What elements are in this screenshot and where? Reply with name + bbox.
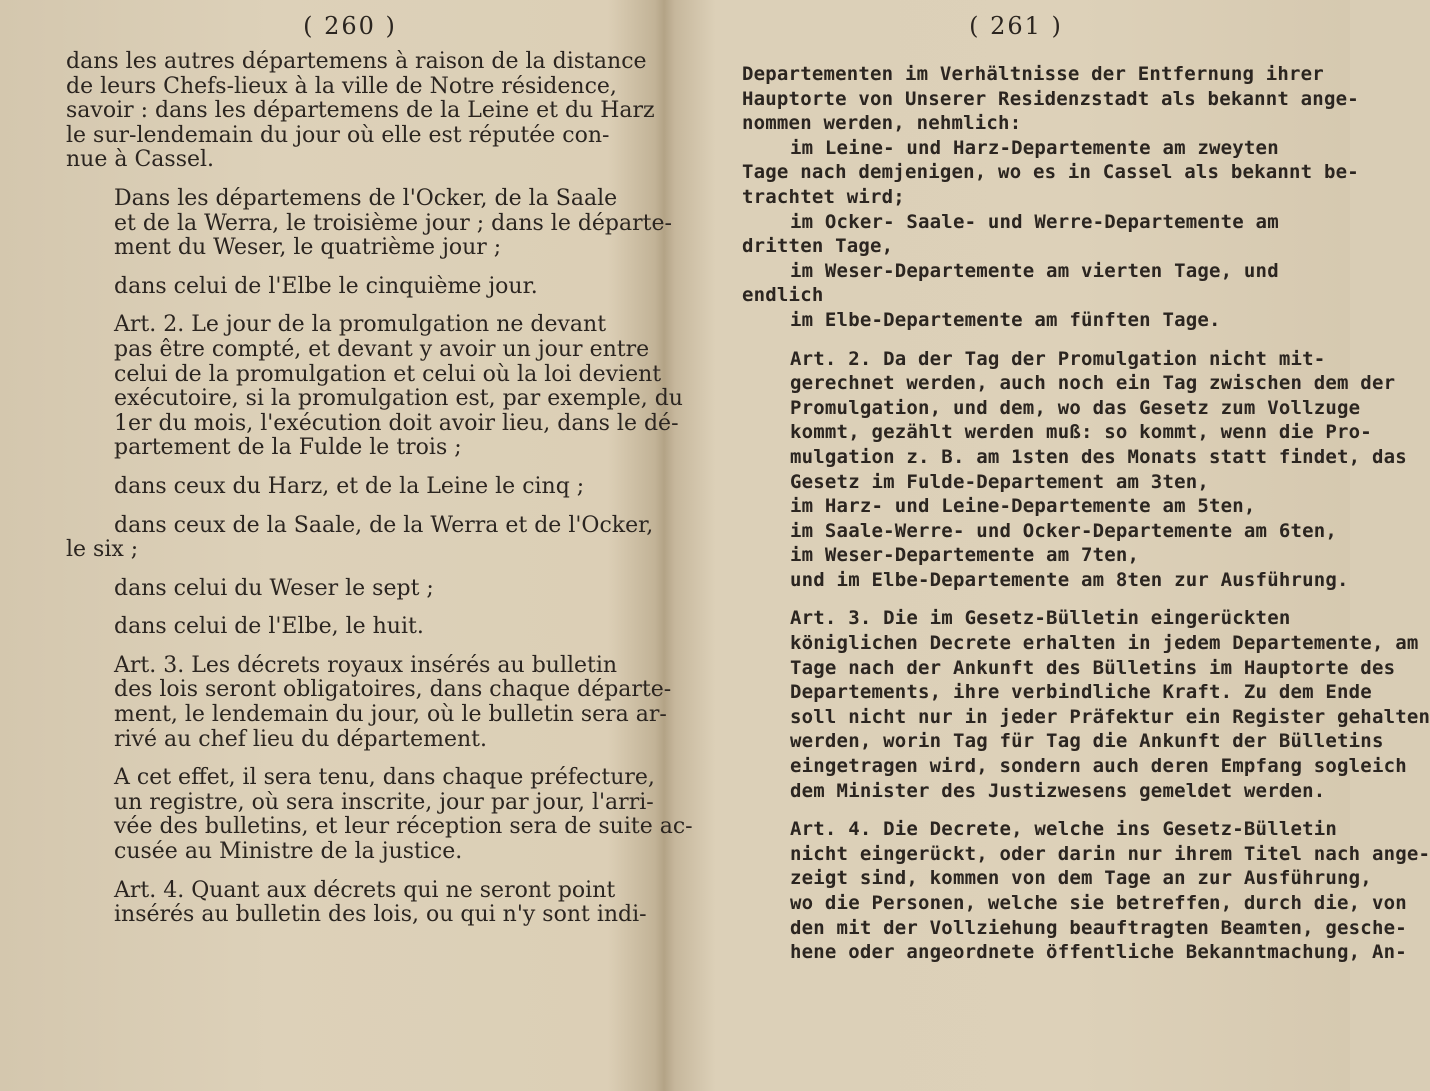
text-line: le sur-lendemain du jour où elle est réputée con- xyxy=(66,122,610,148)
text-line: im Harz- und Leine-Departemente am 5ten, xyxy=(790,495,1256,518)
text-line: le six ; xyxy=(66,537,139,563)
text-line: zeigt sind, kommen von dem Tage an zur Ausführung, xyxy=(790,867,1372,890)
paragraph xyxy=(66,512,654,563)
right-page xyxy=(662,0,1430,1091)
text-line: dans celui du Weser le sept ; xyxy=(114,575,434,601)
paragraph xyxy=(66,185,672,261)
text-line: im Saale-Werre- und Ocker-Departemente am 6ten, xyxy=(790,519,1338,542)
text-line: rivé au chef lieu du département. xyxy=(114,726,487,752)
text-line: Tage nach der Ankunft des Bülletins im Hauptorte des xyxy=(790,656,1396,679)
text-line: nue à Cassel. xyxy=(66,147,215,173)
text-line: im Weser-Departemente am 7ten, xyxy=(790,544,1140,567)
paragraph xyxy=(742,308,1284,333)
text-line: un registre, où sera inscrite, jour par jour, l'arri- xyxy=(114,789,654,815)
paragraph xyxy=(742,136,1359,210)
text-line: dans celui de l'Elbe, le huit. xyxy=(114,614,424,640)
text-line: Departements, ihre verbindliche Kraft. Zu dem Ende xyxy=(790,681,1372,704)
text-line: de leurs Chefs-lieux à la ville de Notre résidence, xyxy=(66,73,617,99)
text-line: dans ceux de la Saale, de la Werra et de l'Ocker, xyxy=(114,512,654,538)
text-line: königlichen Decrete erhalten in jedem Departemente, am xyxy=(790,632,1419,655)
text-line: pas être compté, et devant y avoir un jour entre xyxy=(114,336,650,362)
text-line: hene oder angeordnete öffentliche Bekanntmachung, An- xyxy=(790,941,1407,964)
text-line: wo die Personen, welche sie betreffen, durch die, von xyxy=(790,892,1407,914)
text-line: vée des bulletins, et leur réception sera de suite ac- xyxy=(114,814,693,840)
text-line: Dans les départemens de l'Ocker, de la Saale xyxy=(114,185,618,211)
text-line: eingetragen wird, sondern auch deren Empfang sogleich xyxy=(790,755,1407,778)
text-line: cusée au Ministre de la justice. xyxy=(114,839,463,865)
text-line: savoir : dans les départemens de la Leine et du Harz xyxy=(66,98,655,124)
article-4 xyxy=(66,877,647,928)
page-text xyxy=(742,62,1430,979)
text-line: Gesetz im Fulde-Departement am 3ten, xyxy=(790,470,1210,493)
text-line: im Elbe-Departemente am fünften Tage. xyxy=(790,308,1221,331)
text-line: des lois seront obligatoires, dans chaque départe- xyxy=(114,677,672,703)
paragraph xyxy=(66,275,618,300)
text-line: mulgation z. B. am 1sten des Monats statt findet, das xyxy=(790,445,1407,468)
text-line: dem Minister des Justizwesens gemeldet werden. xyxy=(790,779,1326,802)
text-line: dans celui de l'Elbe le cinquième jour. xyxy=(114,273,538,299)
text-line: Promulgation, und dem, wo das Gesetz zum Vollzuge xyxy=(790,396,1361,419)
text-line: Art. 2. Da der Tag der Promulgation nicht mit- xyxy=(790,347,1326,370)
page-text xyxy=(66,49,693,942)
text-line: partement de la Fulde le trois ; xyxy=(114,435,462,461)
text-line: werden, worin Tag für Tag die Ankunft der Bülletins xyxy=(790,730,1384,753)
text-line: im Weser-Departemente am vierten Tage, und xyxy=(790,259,1279,282)
text-line: dans ceux du Harz, et de la Leine le cinq ; xyxy=(114,473,585,499)
paragraph xyxy=(66,49,655,173)
text-line: et de la Werra, le troisième jour ; dans le départe- xyxy=(114,210,672,236)
text-line: dans les autres départemens à raison de la distance xyxy=(66,49,647,74)
paragraph xyxy=(66,475,618,500)
text-line: Hauptorte von Unserer Residenzstadt als bekannt ange- xyxy=(742,87,1359,110)
text-line: Art. 4. Quant aux décrets qui ne seront point xyxy=(114,877,616,903)
paragraph xyxy=(742,259,1284,308)
text-line: celui de la promulgation et celui où la loi devient xyxy=(114,361,662,387)
text-line: exécutoire, si la promulgation est, par exemple, du xyxy=(114,386,683,412)
paragraph xyxy=(66,577,618,602)
text-line: nommen werden, nehmlich: xyxy=(742,112,1022,135)
text-line: Departementen im Verhältnisse der Entfernung ihrer xyxy=(742,63,1324,85)
text-line: im Ocker- Saale- und Werre-Departemente am xyxy=(790,210,1279,233)
text-line: den mit der Vollziehung beauftragten Beamten, gesche- xyxy=(790,916,1407,939)
text-line: Art. 2. Le jour de la promulgation ne devant xyxy=(114,312,607,338)
paragraph xyxy=(66,615,618,640)
text-line: Tage nach demjenigen, wo es in Cassel als bekannt be- xyxy=(742,161,1359,184)
article-2 xyxy=(66,312,683,461)
text-line: dritten Tage, xyxy=(742,235,894,258)
text-line: gerechnet werden, auch noch ein Tag zwischen dem der xyxy=(790,372,1396,395)
text-line: Art. 3. Les décrets royaux insérés au bulletin xyxy=(114,652,618,678)
text-line: soll nicht nur in jeder Präfektur ein Register gehalten xyxy=(790,705,1430,728)
text-line: Art. 4. Die Decrete, welche ins Gesetz-Bülletin xyxy=(790,818,1338,841)
article-2 xyxy=(742,347,1407,495)
paragraph xyxy=(742,62,1359,136)
text-line: im Leine- und Harz-Departemente am zweyten xyxy=(790,136,1279,159)
text-line: ment, le lendemain du jour, où le bulletin sera ar- xyxy=(114,702,667,728)
text-line: und im Elbe-Departemente am 8ten zur Ausführung. xyxy=(790,568,1349,591)
paragraph xyxy=(742,494,1349,592)
text-line: insérés au bulletin des lois, ou qui n'y sont indi- xyxy=(114,902,647,928)
text-line: A cet effet, il sera tenu, dans chaque préfecture, xyxy=(114,765,655,791)
page-number: ( 261 ) xyxy=(969,12,1063,40)
text-line: 1er du mois, l'exécution doit avoir lieu, dans le dé- xyxy=(114,410,679,436)
left-page xyxy=(0,0,693,1091)
text-line: nicht eingerückt, oder darin nur ihrem Titel nach ange- xyxy=(790,842,1430,865)
text-line: endlich xyxy=(742,284,824,307)
paragraph xyxy=(742,210,1284,259)
article-3 xyxy=(742,606,1430,803)
text-line: Art. 3. Die im Gesetz-Bülletin eingerückten xyxy=(790,607,1291,630)
text-line: trachtet wird; xyxy=(742,185,905,208)
paragraph xyxy=(66,765,693,865)
page-number: ( 260 ) xyxy=(303,12,397,40)
article-3 xyxy=(66,652,672,752)
article-4 xyxy=(742,817,1430,965)
text-line: kommt, gezählt werden muß: so kommt, wenn die Pro- xyxy=(790,421,1372,444)
text-line: ment du Weser, le quatrième jour ; xyxy=(114,235,502,261)
